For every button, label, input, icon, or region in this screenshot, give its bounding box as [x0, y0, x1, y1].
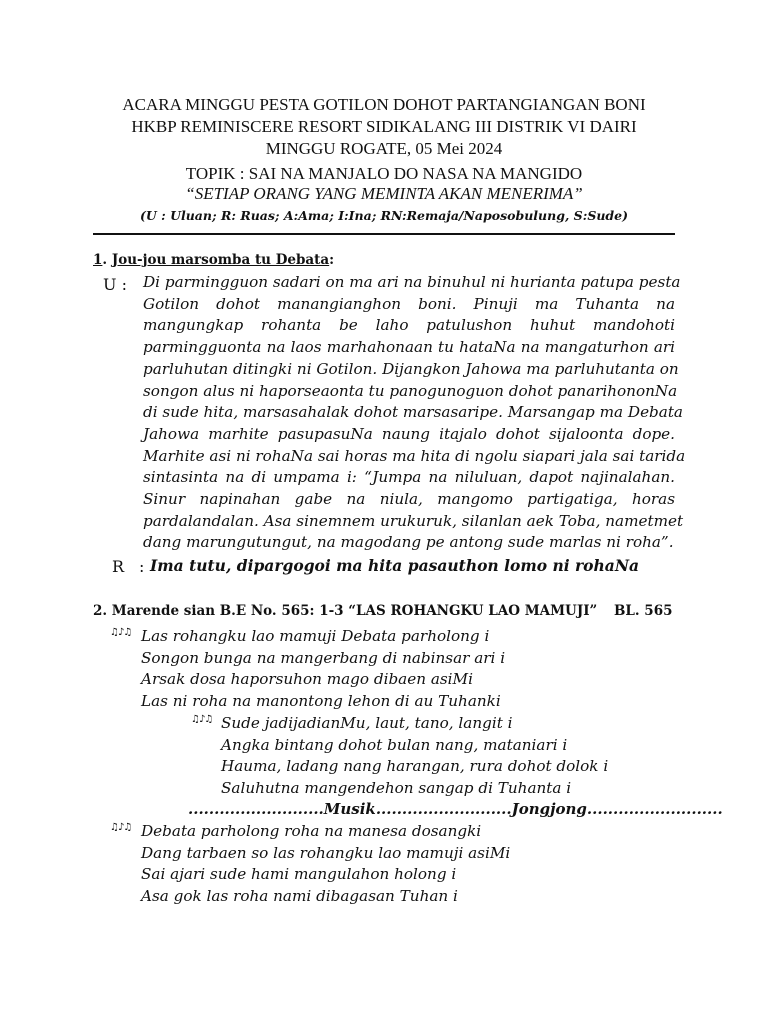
topic-line: TOPIK : SAI NA MANJALO DO NASA NA MANGIDO [185, 164, 583, 183]
music-note-icon: ♫♪♫ [110, 822, 132, 833]
speaker-r-label: R [112, 557, 125, 576]
role-legend: (U : Uluan; R: Ruas; A:Ama; I:Ina; RN:Remaja/Naposobulung, S:Sude) [139, 208, 629, 223]
hymn-line: Arsak dosa haporsuhon mago dibaen asiMi [141, 670, 473, 689]
hymn-line: Dang tarbaen so las rohangku lao mamuji asiMi [141, 843, 511, 862]
paragraph-line: Gotilon dohot manangianghon boni. Pinuji ma Tuhanta na [143, 294, 675, 313]
hymn-verse-3 [141, 821, 510, 908]
hymn-line: Debata parholong roha na manesa dosangki [141, 822, 482, 840]
hymn-line: Las ni roha na manontong lehon di au Tuhanki [141, 692, 501, 711]
hymn-line: Hauma, ladang nang harangan, rura dohot dolok i [221, 757, 609, 776]
hymn-line: Saluhutna mangendehon sangap di Tuhanta i [221, 779, 572, 798]
section-1-heading: 1. Jou-jou marsomba tu Debata: [93, 252, 335, 268]
musik-jongjong-line: ..........................Musik..........................Jongjong.......................... [188, 800, 723, 818]
hymn-line: Angka bintang dohot bulan nang, mataniari i [221, 735, 568, 754]
hymn-line: Asa gok las roha nami dibagasan Tuhan i [141, 887, 458, 906]
speaker-u-label: U : [103, 275, 127, 294]
music-note-icon: ♫♪♫ [110, 627, 132, 638]
music-note-icon: ♫♪♫ [191, 714, 213, 725]
section-1-colon: : [329, 252, 335, 268]
response-colon: : [139, 557, 145, 576]
paragraph-line: Di parmingguon sadari on ma ari na binuhul ni hurianta patupa pesta [143, 273, 681, 291]
section-1-number: 1 [93, 252, 103, 268]
hymn-line: Sai ajari sude hami mangulahon holong i [141, 865, 457, 884]
paragraph-line: di sude hita, marsasahalak dohot marsasaripe. Marsangap ma Debata [143, 403, 683, 422]
header-line-2: HKBP REMINISCERE RESORT SIDIKALANG III DISTRIK VI DAIRI [131, 117, 637, 136]
paragraph-line: mangungkap rohanta be laho patulushon huhut mandohoti [143, 316, 675, 335]
section-2-heading: 2. Marende sian B.E No. 565: 1-3 “LAS ROHANGKU LAO MAMUJI” [93, 603, 598, 619]
paragraph-line: Marhite asi ni rohaNa sai horas ma hita di ngolu siapari jala sai tarida [143, 446, 686, 465]
section-1-title: Jou-jou marsomba tu Debata [111, 252, 330, 268]
hymn-line: Songon bunga na mangerbang di nabinsar ari i [141, 648, 506, 667]
paragraph-line: songon alus ni haporseaonta tu panogunoguon dohot panarihononNa [143, 381, 678, 400]
paragraph-line: parluhutan ditingki ni Gotilon. Dijangkon Jahowa ma parluhutanta on [143, 359, 679, 378]
header-line-1: ACARA MINGGU PESTA GOTILON DOHOT PARTANGIANGAN BONI [122, 95, 646, 114]
topic-quote: “SETIAP ORANG YANG MEMINTA AKAN MENERIMA” [185, 184, 583, 203]
hymn-verse-1 [141, 626, 505, 713]
paragraph-line: parmingguonta na laos marhahonaan tu hataNa na mangaturhon ari [143, 338, 675, 357]
uluan-paragraph [143, 272, 686, 554]
hymn-number-bl: BL. 565 [614, 603, 673, 619]
paragraph-line: dang marungutungut, na magodang pe antong sude marlas ni roha”. [143, 533, 674, 552]
header-line-3: MINGGU ROGATE, 05 Mei 2024 [265, 139, 503, 158]
congregation-response: Ima tutu, dipargogoi ma hita pasauthon lomo ni rohaNa [150, 556, 640, 575]
paragraph-line: Sinur napinahan gabe na niula, mangomo partigatiga, horas [143, 490, 675, 509]
hymn-verse-2 [221, 713, 608, 800]
paragraph-line: Jahowa marhite pasupasuNa naung itajalo dohot sijaloonta dope. [143, 424, 675, 443]
hymn-line: Sude jadijadianMu, laut, tano, langit i [221, 714, 513, 732]
paragraph-line: sintasinta na di umpama i: “Jumpa na niluluan, dapot najinalahan. [143, 468, 675, 487]
header-divider [93, 233, 675, 235]
hymn-line: Las rohangku lao mamuji Debata parholong i [141, 627, 490, 645]
paragraph-line: pardalandalan. Asa sinemnem urukuruk, silanlan aek Toba, nametmet [143, 511, 684, 530]
